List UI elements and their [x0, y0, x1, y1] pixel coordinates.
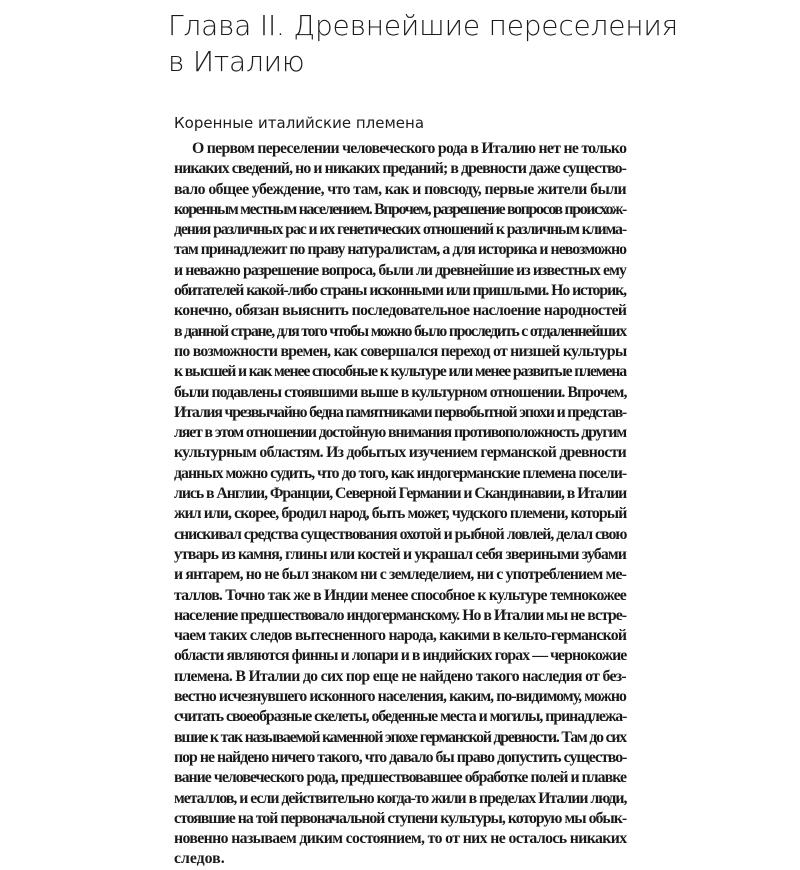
- body-text-line: дения различных рас и их генетических отношений к различным клима-: [174, 221, 626, 239]
- body-text-line: данных можно судить, что до того, как индогерманские племена посели-: [174, 464, 627, 482]
- body-text-line: обитателей какой-либо страны исконными или пришлыми. Но историк,: [174, 282, 626, 300]
- body-text-line: Италия чрезвычайно бедна памятниками первобытной эпохи и представ-: [174, 403, 626, 421]
- body-text-line: вестно исчезнувшего исконного населения, каким, по-видимому, можно: [174, 688, 626, 706]
- body-text-line: были подавлены стоявшими выше в культурном отношении. Впрочем,: [174, 383, 627, 401]
- chapter-title: [168, 8, 728, 80]
- body-text-line: к высшей и как менее способные к культуре или менее развитые племена: [174, 363, 626, 381]
- body-text-line: в данной стране, для того чтобы можно было проследить с отдаленнейших: [174, 322, 626, 340]
- chapter-title-line: Глава II. Древнейшие переселения: [168, 9, 678, 42]
- body-text-line: стоявшие на той первоначальной ступени культуры, которую мы обык-: [174, 809, 627, 827]
- body-text-line: культурным областям. Из добытых изучением германской древности: [174, 444, 627, 462]
- section-heading: Коренные италийские племена: [174, 114, 425, 132]
- body-text-line: и неважно разрешение вопроса, были ли древнейшие из известных ему: [174, 261, 626, 279]
- body-text-line: вание человеческого рода, предшествовавшее обработке полей и плавке: [174, 769, 626, 787]
- body-text-line: следов.: [174, 850, 225, 868]
- body-text-line: лись в Англии, Франции, Северной Германии и Скандинавии, в Италии: [174, 485, 627, 503]
- body-text-line: новенно называем диким состоянием, то от них не осталось никаких: [174, 830, 627, 848]
- body-text-line: области являются финны и лопари и в индийских горах — чернокожие: [174, 647, 627, 665]
- body-text-line: снискивал средства существования охотой и рыбной ловлей, делал свою: [174, 525, 627, 543]
- body-text-line: ляет в этом отношении достойную внимания противоположность другим: [174, 424, 626, 442]
- body-text-line: никаких сведений, но и никаких преданий; в древности даже существо-: [174, 160, 626, 178]
- body-text-line: металлов, и если действительно когда-то жили в пределах Италии люди,: [174, 789, 627, 807]
- body-text-line: вало общее убеждение, что там, как и повсюду, первые жители были: [174, 180, 626, 198]
- body-text-line: жил или, скорее, бродил народ, быть может, чудского племени, который: [174, 505, 627, 523]
- body-text-line: таллов. Точно так же в Индии менее способное к культуре темнокожее: [174, 586, 627, 604]
- body-text-line: и янтарем, но не был знаком ни с земледелием, ни с употреблением ме-: [174, 566, 627, 584]
- body-text-line: вшие к так называемой каменной эпохе германской древности. Там до сих: [174, 728, 626, 746]
- body-text-line: по возможности времен, как совершался переход от низшей культуры: [174, 342, 627, 360]
- body-text-line: чаем таких следов вытесненного народа, какими в кельто-германской: [174, 627, 627, 645]
- body-text-line: пор не найдено ничего такого, что давало бы право допустить существо-: [174, 748, 627, 766]
- body-text: [174, 139, 626, 870]
- body-text-line: коренным местным населением. Впрочем, разрешение вопросов происхож-: [174, 200, 626, 218]
- body-text-line: О первом переселении человеческого рода в Италию нет не только: [192, 140, 627, 157]
- body-text-line: там принадлежит по праву натуралистам, а для историка и невозможно: [174, 241, 627, 259]
- body-text-line: утварь из камня, глины или костей и украшал себя звериными зубами: [174, 545, 626, 563]
- chapter-title-line: в Италию: [168, 45, 305, 78]
- body-text-line: население предшествовало индогерманскому. Но в Италии мы не встре-: [174, 606, 626, 624]
- body-text-line: племена. В Италии до сих пор еще не найдено такого наследия от без-: [174, 667, 626, 685]
- body-text-line: считать своеобразные скелеты, обеденные места и могилы, принадлежа-: [174, 708, 627, 726]
- body-text-line: конечно, обязан выяснить последовательное наслоение народностей: [174, 302, 627, 320]
